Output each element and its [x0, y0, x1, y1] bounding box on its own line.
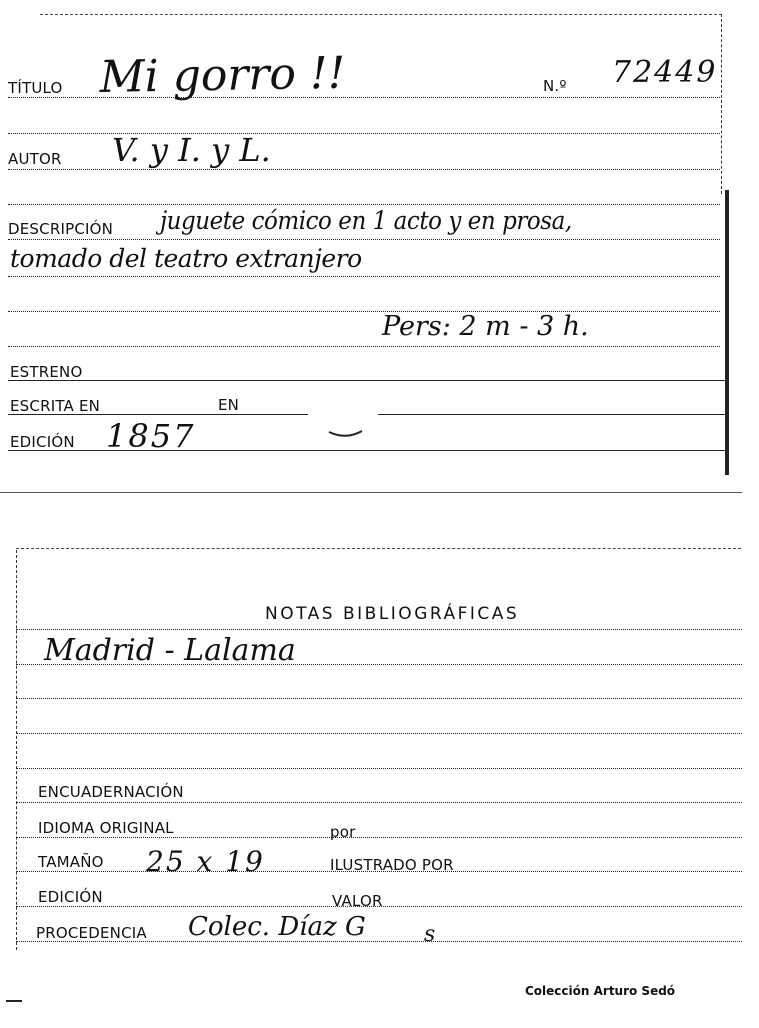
titulo-value: Mi gorro !!: [99, 47, 346, 103]
tamano-value: 25 x 19: [146, 845, 265, 878]
card-top-edge: [16, 548, 741, 549]
valor-label: VALOR: [332, 892, 383, 910]
ilustrado-por-label: ILUSTRADO POR: [330, 856, 454, 874]
ruled-line: [378, 414, 725, 415]
tamano-label: TAMAÑO: [38, 853, 104, 871]
card-right-edge: [725, 190, 729, 475]
smudge-mark: [326, 424, 366, 444]
numero-value: 72449: [612, 55, 718, 90]
stray-mark: [6, 1000, 22, 1002]
descripcion-label: DESCRIPCIÓN: [8, 220, 114, 238]
escrita-en-label: ESCRITA EN: [10, 397, 101, 415]
procedencia-value: Colec. Díaz G: [188, 912, 366, 942]
escrita-en-en-label: EN: [218, 396, 240, 414]
coleccion-footer: Colección Arturo Sedó: [525, 984, 676, 998]
ruled-line: [8, 204, 720, 205]
notas-heading: NOTAS BIBLIOGRÁFICAS: [265, 604, 520, 624]
ruled-line: [8, 276, 720, 277]
card-top-edge: [40, 14, 722, 15]
numero-label: N.º: [543, 77, 567, 95]
card-left-edge: [16, 550, 17, 950]
procedencia-mark: s: [424, 922, 436, 947]
edicion-label: EDICIÓN: [10, 433, 75, 451]
autor-label: AUTOR: [8, 150, 62, 168]
notas-value: Madrid - Lalama: [44, 633, 296, 668]
personajes-value: Pers: 2 m - 3 h.: [382, 311, 589, 342]
ruled-line: [16, 733, 742, 734]
ruled-line: [8, 380, 725, 381]
ruled-line: [16, 629, 742, 630]
descripcion-line2: tomado del teatro extranjero: [10, 244, 362, 273]
ruled-line: [16, 837, 742, 838]
ruled-line: [16, 768, 742, 769]
catalog-card-top: [0, 0, 759, 495]
titulo-label: TÍTULO: [8, 79, 63, 97]
ruled-line: [8, 169, 720, 170]
card-bottom-cut: [0, 492, 742, 493]
ruled-line: [16, 698, 742, 699]
autor-value: V. y I. y L.: [112, 131, 271, 169]
ruled-line: [8, 239, 720, 240]
procedencia-label: PROCEDENCIA: [36, 924, 147, 942]
descripcion-line1: juguete cómico en 1 acto y en prosa,: [160, 206, 572, 235]
estreno-label: ESTRENO: [10, 363, 83, 381]
idioma-original-label: IDIOMA ORIGINAL: [38, 819, 174, 837]
por-label: por: [330, 823, 356, 841]
encuadernacion-label: ENCUADERNACIÓN: [38, 783, 184, 801]
catalog-card-bottom: [0, 540, 759, 1028]
edicion-value: 1857: [106, 417, 196, 455]
edicion-bottom-label: EDICIÓN: [38, 888, 103, 906]
card-right-edge-dashed: [721, 14, 722, 194]
ruled-line: [16, 802, 742, 803]
ruled-line: [8, 346, 720, 347]
ruled-line: [8, 311, 720, 312]
